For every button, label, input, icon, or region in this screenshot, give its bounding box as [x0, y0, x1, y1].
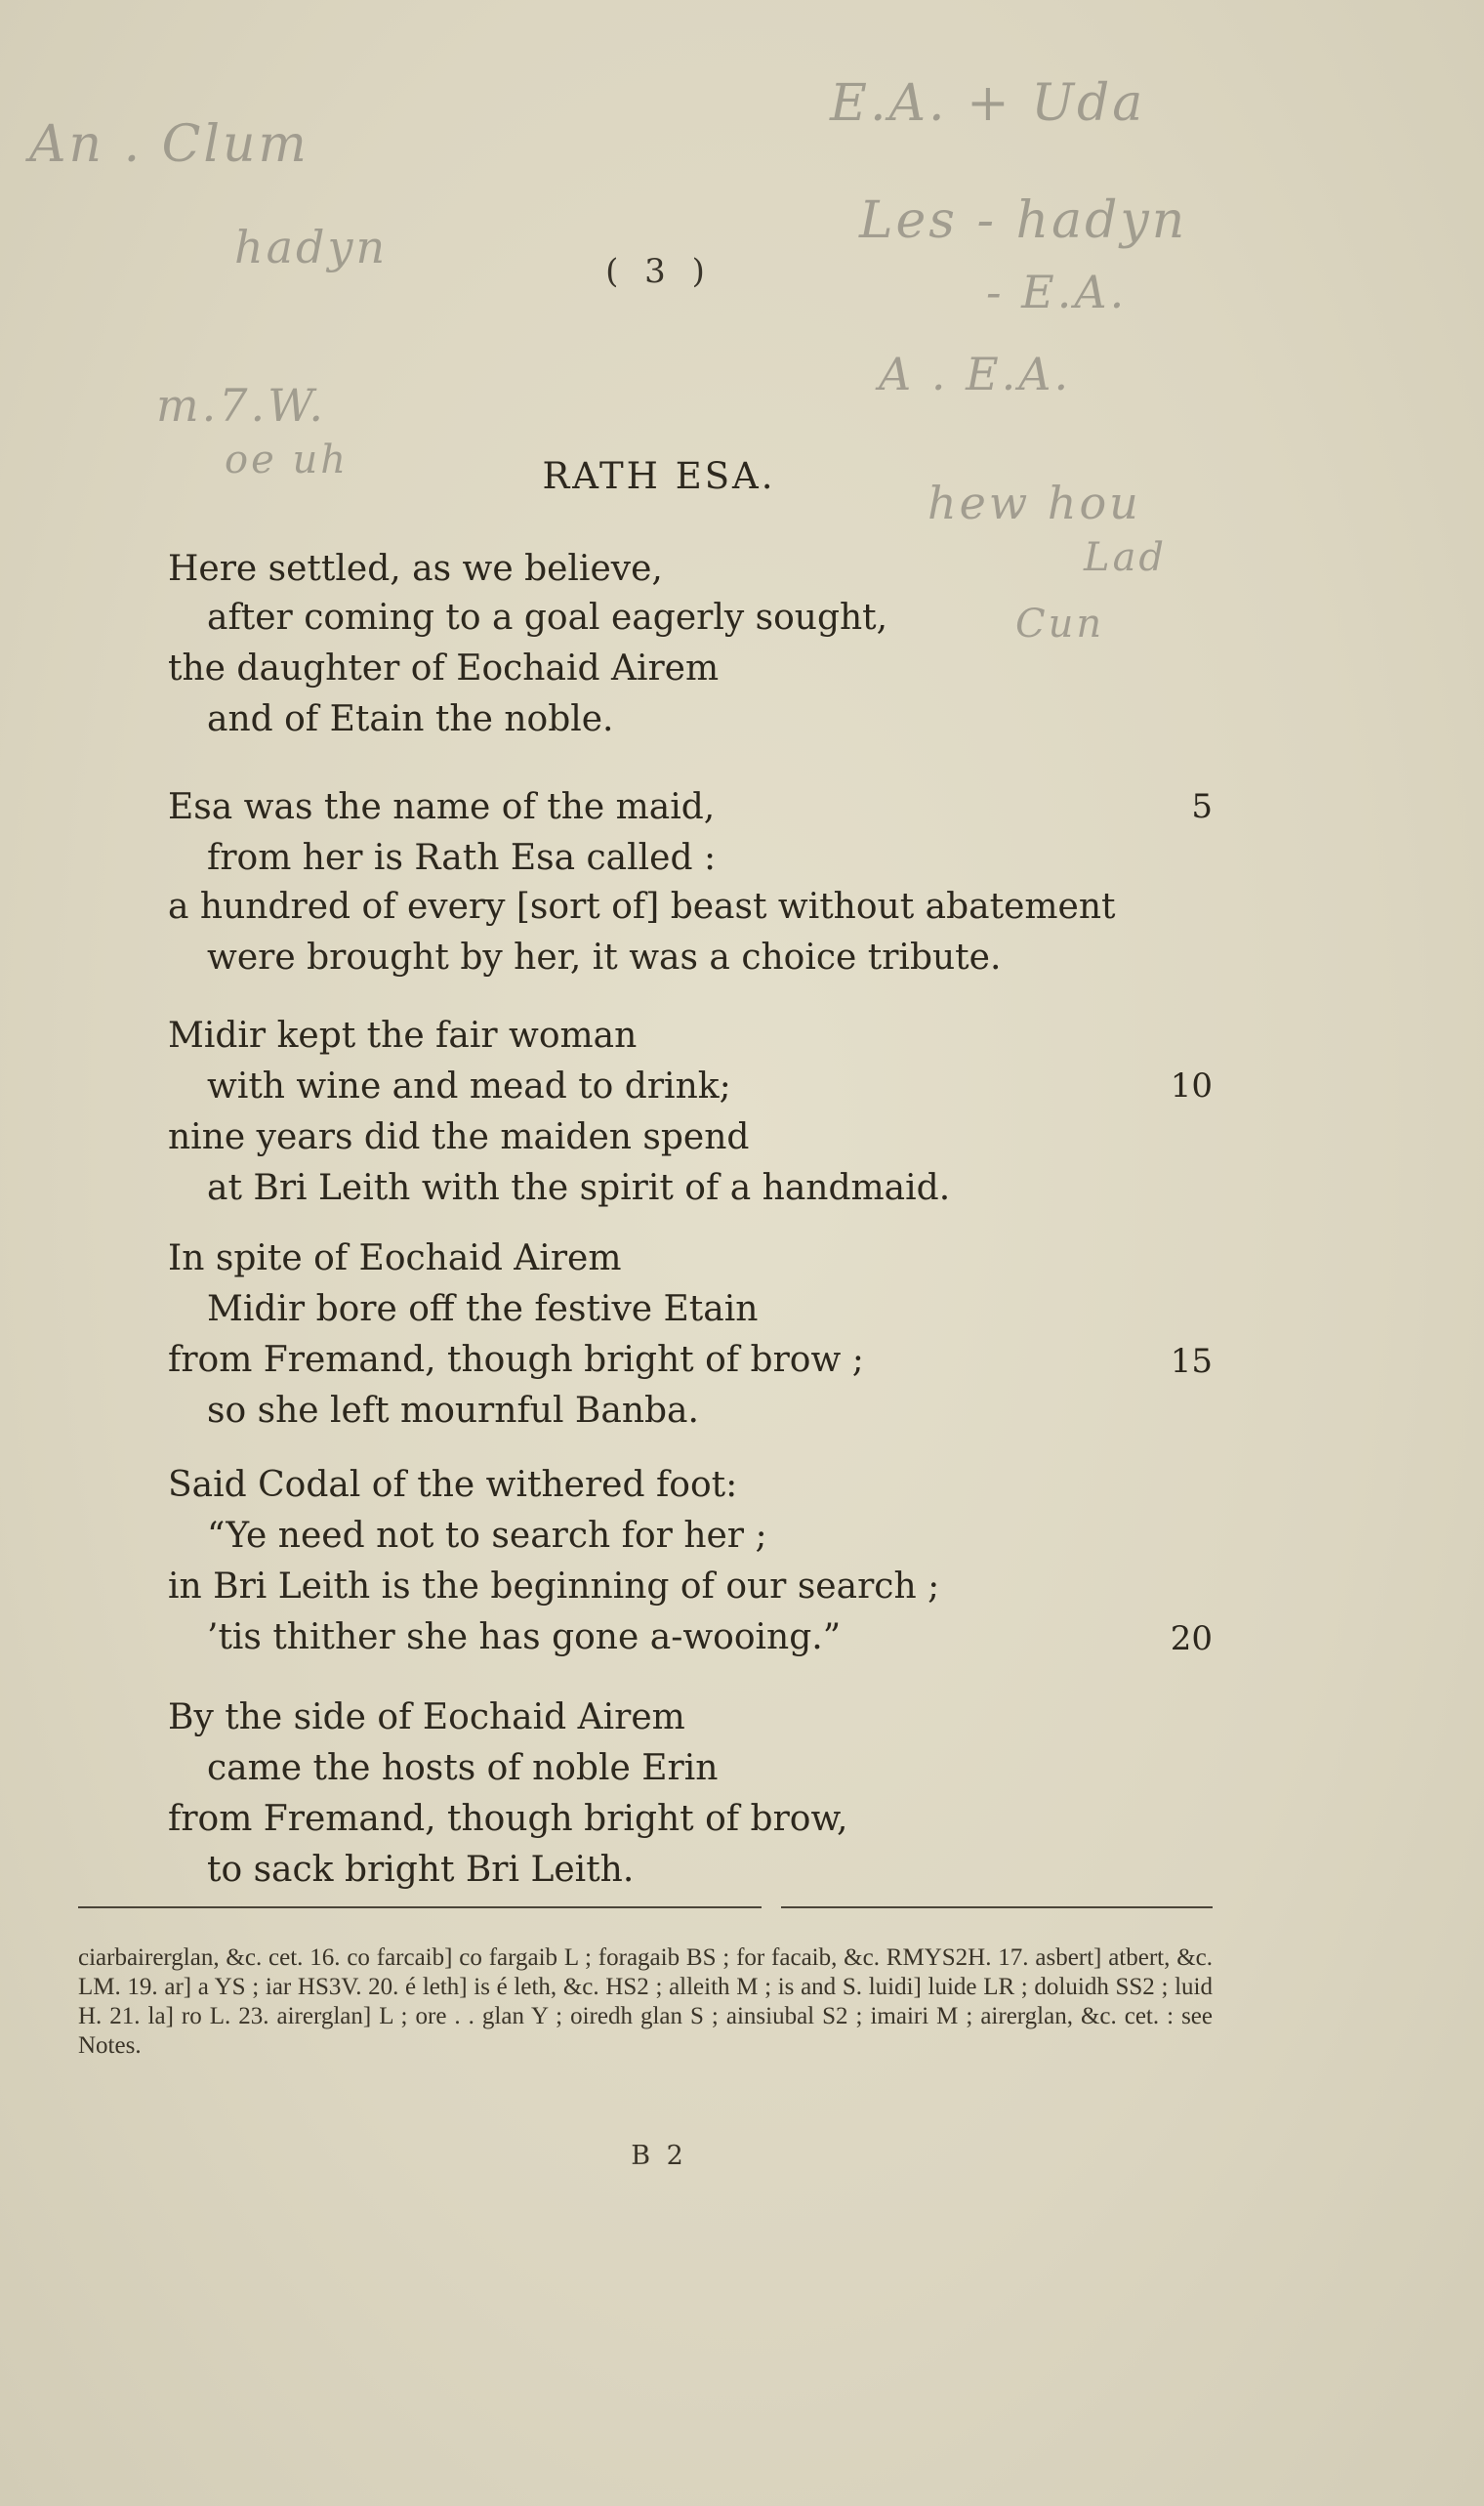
verse-line: to sack bright Bri Leith.	[207, 1850, 635, 1890]
verse-line: a hundred of every [sort of] beast without abatement	[168, 887, 1116, 927]
marginalia-note: A . E.A.	[879, 348, 1072, 400]
verse-line: from Fremand, though bright of brow ;	[168, 1340, 864, 1380]
verse-line: ’tis thither she has gone a-wooing.”	[207, 1617, 842, 1657]
signature-mark: B 2	[631, 2141, 687, 2171]
marginalia-note: Cun	[1015, 602, 1105, 647]
verse-line: after coming to a goal eagerly sought,	[207, 598, 888, 638]
verse-line: “Ye need not to search for her ;	[207, 1516, 767, 1556]
verse-line: Midir bore off the festive Etain	[207, 1289, 759, 1329]
footnote-rule	[781, 1906, 1213, 1908]
verse-line: In spite of Eochaid Airem	[168, 1238, 622, 1278]
marginalia-note: - E.A.	[986, 266, 1128, 318]
verse-line: with wine and mead to drink;	[207, 1066, 731, 1107]
verse-line: nine years did the maiden spend	[168, 1117, 750, 1157]
verse-line: the daughter of Eochaid Airem	[168, 648, 720, 689]
marginalia-note: Les - hadyn	[859, 191, 1188, 250]
verse-line: at Bri Leith with the spirit of a handmaid.	[207, 1168, 951, 1208]
verse-line: were brought by her, it was a choice tribute.	[207, 938, 1002, 978]
line-number: 20	[1170, 1619, 1213, 1658]
marginalia-note: hadyn	[234, 221, 389, 273]
verse-line: in Bri Leith is the beginning of our search ;	[168, 1566, 940, 1607]
footnote-rule	[78, 1906, 762, 1908]
line-number: 15	[1170, 1342, 1213, 1381]
verse-line: from Fremand, though bright of brow,	[168, 1799, 848, 1839]
verse-line: Esa was the name of the maid,	[168, 787, 716, 827]
marginalia-note: Lad	[1084, 535, 1168, 580]
marginalia-note: hew hou	[928, 477, 1141, 529]
verse-line: and of Etain the noble.	[207, 699, 614, 739]
verse-line: By the side of Eochaid Airem	[168, 1697, 685, 1737]
page-number: ( 3 )	[605, 252, 713, 291]
line-number: 5	[1191, 787, 1213, 826]
marginalia-note: m.7.W.	[156, 379, 326, 432]
verse-line: Midir kept the fair woman	[168, 1016, 638, 1056]
marginalia-note: E.A. + Uda	[830, 74, 1146, 133]
verse-line: Here settled, as we believe,	[168, 549, 663, 589]
verse-line: so she left mournful Banba.	[207, 1391, 699, 1431]
marginalia-note: An . Clum	[29, 115, 309, 174]
textual-notes: ciarbairerglan, &c. cet. 16. co farcaib] co fargaib L ; foragaib BS ; for facaib, &c. RMYS2H. 17. asbert] atbert, &c. LM. 19. ar] a YS ; iar HS3V. 20. é leth] is é leth, &c. HS2 ; alleith M ; is and S. luidi] luide LR ; doluidh SS2 ; luid H. 21. la] ro L. 23. airerglan] L ; ore . . glan Y ; oiredh glan S ; ainsiubal S2 ; imairi M ; airerglan, &c. cet. : see Notes.	[78, 1944, 1213, 2059]
verse-line: from her is Rath Esa called :	[207, 838, 717, 878]
verse-line: Said Codal of the withered foot:	[168, 1465, 738, 1505]
poem-title: RATH ESA.	[542, 455, 776, 497]
verse-line: came the hosts of noble Erin	[207, 1748, 719, 1788]
marginalia-note: oe uh	[225, 438, 349, 482]
line-number: 10	[1170, 1066, 1213, 1106]
